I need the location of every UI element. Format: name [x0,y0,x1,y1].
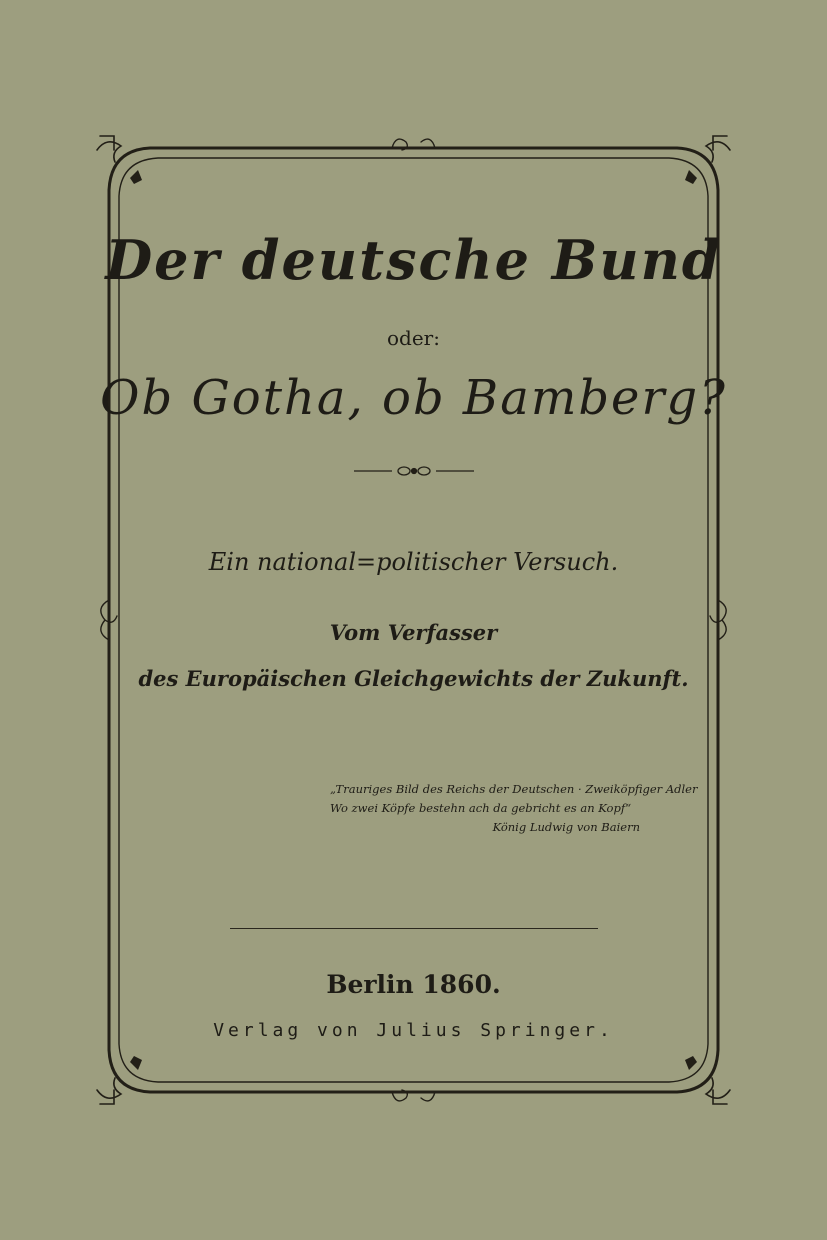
epigraph-attribution: König Ludwig von Baiern [492,820,640,834]
byline-line-2: des Europäischen Gleichgewichts der Zukunft. [138,666,689,691]
divider-ornament [352,463,476,479]
byline-line-1: Vom Verfasser [329,620,498,645]
book-title: Der deutsche Bund [105,228,722,292]
place-and-year: Berlin 1860. [326,970,501,999]
tagline: Ein national=politischer Versuch. [208,548,619,576]
title-connector: oder: [387,326,440,350]
epigraph-line-1: „Trauriges Bild des Reichs der Deutschen · Zweiköpfiger Adler [330,782,698,796]
epigraph-line-2: Wo zwei Köpfe bestehn ach da gebricht es an Kopf“ [330,801,632,815]
book-subtitle: Ob Gotha, ob Bamberg? [100,370,727,426]
publisher: Verlag von Julius Springer. [213,1020,614,1041]
epigraph [330,780,698,837]
horizontal-rule [230,928,598,929]
